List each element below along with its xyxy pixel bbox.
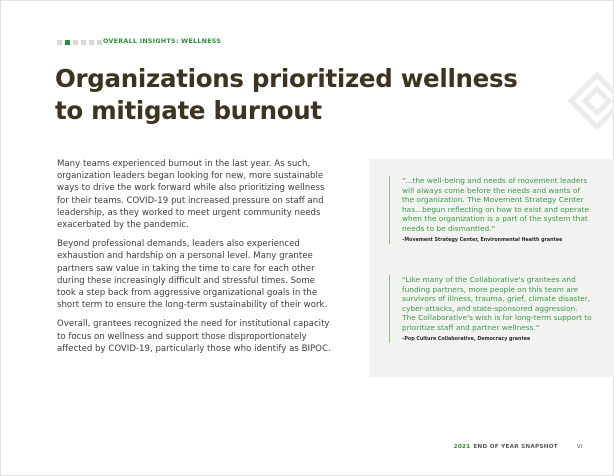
body-paragraph-2: Beyond professional demands, leaders also experienced exhaustion and hardship on a personal level. Many grantee partners saw value in taking the time to care for each other during these increasingly difficult and stressful times. Some took a step back from aggressive organizational goals in the short term to ensure the long-term sustainability of their work. <box>57 239 328 311</box>
page-title: Organizations prioritized wellness to mitigate burnout <box>55 64 518 125</box>
progress-dot <box>57 40 62 45</box>
body-paragraph-3: Overall, grantees recognized the need for institutional capacity to focus on wellness and support those disproportionately affected by COVID-19, particularly those who identify as BIPOC. <box>57 319 331 354</box>
body-text <box>57 158 335 362</box>
quote-panel <box>369 159 614 377</box>
quote-attribution: –Pop Culture Collaborative, Democracy grantee <box>402 336 531 342</box>
progress-dot <box>81 40 86 45</box>
quote-text: "...the well-being and needs of movement leaders will always come before the needs and wants of the organization. The Movement Strategy Center has...begun reflecting on how to exist and operate when the organization is a part of the system that needs to be dismantled." <box>402 176 590 233</box>
body-paragraph-1: Many teams experienced burnout in the last year. As such, organization leaders began looking for new, more sustainable ways to drive the work forward while also prioritizing wellness for their teams. COVID-19 put increased pressure on staff and leadership, as they worked to meet urgent community needs exacerbated by the pandemic. <box>57 159 325 231</box>
progress-dot <box>97 40 102 45</box>
quote-text: "Like many of the Collaborative's grantees and funding partners, more people on this team are survivors of illness, trauma, grief, climate disaster, cyber-attacks, and state-sponsored aggression. The Collaborative's wish is for long-term support to prioritize staff and partner wellness." <box>402 275 592 332</box>
progress-dot <box>89 40 94 45</box>
footer-title: END OF YEAR SNAPSHOT <box>473 444 558 450</box>
progress-dot <box>73 40 78 45</box>
pull-quote <box>389 275 592 343</box>
progress-dot-active <box>65 40 70 45</box>
diamond-logo-watermark <box>567 71 614 131</box>
section-label: OVERALL INSIGHTS: WELLNESS <box>103 38 222 45</box>
page-footer <box>454 444 583 450</box>
section-progress-indicator <box>57 40 102 45</box>
footer-year: 2021 <box>453 444 471 450</box>
pull-quote <box>389 176 592 244</box>
quote-attribution: –Movement Strategy Center, Environmental Health grantee <box>402 237 563 243</box>
page-number: VI <box>576 444 583 450</box>
